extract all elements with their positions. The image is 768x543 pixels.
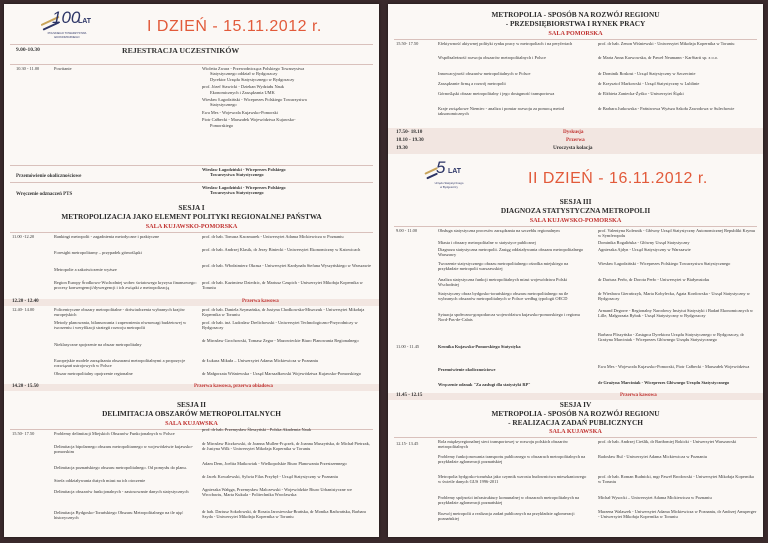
break2-time: 14.20 - 15.50: [12, 384, 39, 389]
s1-topic: Europejskie modele zarządzania obszarami metropolitalnymi a propozycje rozwiązań ustrojowych w Polsce: [54, 358, 186, 369]
s1-topic: Region Europy Środkowo-Wschodniej wobec światowego kryzysu finansowego: procesy konwergencji/dywergencji i ich związki z metropolizacją: [54, 280, 197, 291]
s1-topic: Foresight metropolitarny – przypadek górnośląski: [54, 250, 142, 255]
s4-who: Radosław Bul - Uniwersytet Adama Mickiewicza w Poznaniu: [598, 454, 707, 459]
opening-person: Pomorskiego: [210, 122, 234, 128]
logo-line2: w Bydgoszczy: [440, 185, 458, 189]
s1-topic: Metropolie a zakotwiczenie wyższe: [54, 267, 117, 272]
cont-topic: Innowacyjność obszarów metropolitalnych w Polsce: [438, 71, 531, 76]
opening-person: Wioletta Zwara - Przewodnicząca Polskiego Towarzystwa: [202, 66, 305, 71]
s1-topic: Rankingi metropolii - zagadnienia metodyczne i praktyczne: [54, 234, 160, 239]
s3-who: Wiesław Łagodziński - Wiceprezes Polskiego Towarzystwa Statystycznego: [598, 261, 731, 266]
session1-title: METROPOLIZACJA JAKO ELEMENT POLITYKI REGIONALNEJ PAŃSTWA: [61, 212, 322, 221]
opening-label: Powitanie: [54, 66, 72, 71]
honor-label: Przemówienie okolicznościowe: [16, 174, 82, 179]
break3-label: Przerwa kawowa: [620, 393, 657, 398]
after-label: Dyskusja: [563, 129, 584, 135]
logo-line1: Urzędu Statystycznego: [434, 181, 464, 185]
s3-topic: Analiza statystyczna funkcji metropolitalnych miast województwa Polski Wschodniej: [438, 277, 568, 288]
opening-person: Statystycznego: [210, 102, 237, 108]
s4-who: prof. dr hab. Roman Rudnicki, mgr Paweł Brodowski - Uniwersytet Mikołaja Kopernika w Toruniu: [598, 474, 754, 485]
session4-room: SALA KUJAWSKA: [549, 428, 602, 435]
honor-who: Wiesław Łagodziński - Wiceprezes Polskiego: [202, 185, 286, 190]
break3-time: 11.45 - 12.15: [396, 393, 423, 398]
cont-topic: Współzależność rozwoju obszarów metropolitalnych i Polsce: [438, 55, 546, 60]
break1-time: 12.20 - 12.40: [12, 299, 39, 304]
after-time: 17.50- 18.10: [396, 129, 423, 135]
logo-word: LAT: [448, 168, 462, 175]
session3-time: 9.00 - 11.00: [396, 228, 418, 233]
session4-title: METROPOLIA - SPOSÓB NA ROZWÓJ REGIONU: [491, 409, 660, 418]
cont-topic: Górnośląski obszar metropolitalny i jego dostępność transportowa: [438, 91, 555, 96]
s3-who: Ewa Mes - Wojewoda Kujawsko-Pomorski, Piotr Całbecki - Marszałek Województwa: [598, 364, 750, 369]
opening-person: Ekonomicznych i Zarządzania UMK: [210, 89, 275, 95]
s3-who: dr Dariusz Perło, dr Dorota Perło - Uniwersytet w Białymstoku: [598, 277, 710, 282]
opening-person: Ewa Mes - Wojewoda Kujawsko-Pomorski: [202, 109, 278, 115]
s1-who: dr Łukasz Mikuła – Uniwersytet Adama Mickiewicza w Poznaniu: [202, 358, 319, 363]
opening-person: Piotr Całbecki - Marszałek Województwa Kujawsko-: [202, 117, 296, 123]
s2-who: Agnieszka Wałęga, Przemysław Malczewski - Wojewódzkie Biuro Urbanistyczne we Wrocławiu, Marta Kukula - Politechnika Wrocławska: [202, 487, 352, 498]
s2-topic: Delimitacja poznańskiego obszaru metropolitalnego. Od pomysłu do planu.: [54, 465, 187, 470]
s2-who: dr Mirosław Biczkowski, dr Joanna Mullen-Frączek, dr Joanna Muszyńska, dr Michał Pietrzak, dr Justyna Wilk - Uniwersytet Mikołaja Kopernika w Toruniu: [202, 441, 370, 452]
day1-title: I DZIEŃ - 15.11.2012 r.: [147, 18, 322, 35]
s2-topic: Strefa oddziaływania dużych miast na ich otoczenie: [54, 478, 146, 483]
s3-who: Agnieszka Ajdyn - Urząd Statystyczny w Warszawie: [598, 247, 691, 252]
session2-time: 15.50- 17.50: [12, 431, 35, 436]
break2-label: Przerwa kawowa, przerwa obiadowa: [194, 384, 273, 389]
cont-topic: Zarządzanie firmą a rozwój metropolii: [438, 81, 506, 86]
session2-title: DELIMITACJA OBSZARÓW METROPOLITALNYCH: [102, 409, 281, 418]
logo-line2: EKONOMICZNEGO: [54, 35, 80, 39]
s2-who: dr Jacek Kowalewski, Sylwia Filas Przybył - Urząd Statystyczny w Poznaniu: [202, 474, 338, 479]
s1-who: prof. dr hab. inż. Ludosław Drelichowski - Uniwersytet Technologiczno-Przyrodniczy w Bydgoszczy: [202, 320, 358, 331]
s1-who: prof. dr hab. Andrzej Klasik, dr Jerzy Biniecki - Uniwersytet Ekonomiczny w Katowicach: [202, 247, 361, 252]
s1-topic: Nieklasyczne spojrzenie na obszar metropolitalny: [54, 342, 142, 347]
s3-who: Barbara Pliszyńska - Zastępca Dyrektora Urzędu Statystycznego w Bydgoszczy, dr Grażyna Marciniak - Wiceprezes Głównego Urzędu Statystycznego: [598, 332, 745, 343]
s4-topic: Problemy funkcjonowania transportu publicznego w obszarach metropolitalnych na przykładzie aglomeracji poznańskiej: [438, 454, 586, 465]
right-page: [388, 4, 763, 537]
s2-who: dr hab. Dariusz Sokołowski, dr Roszta Jarosiewska-Brańska, dr Monika Radwańska, Barbara Szyda - Uniwersytet Mikołaja Kopernika w Toruniu: [202, 509, 366, 520]
s4-who: Marzena Walaszek - Uniwersytet Adama Mickiewicza w Poznaniu, dr Andrzej Amsperger - Uniwersytet Mikołaja Kopernika w Toruniu: [598, 509, 757, 520]
session1-time: 11.00 -12.20: [12, 234, 35, 239]
s2-topic: Delimitacja obszarów funkcjonalnych - zastosowanie danych statystycznych: [54, 489, 189, 494]
session2-number: SESJA II: [176, 400, 206, 409]
s4-who: prof. dr hab. Andrzej Cieślik, dr Bartłomiej Rokicki - Uniwersytet Warszawski: [598, 439, 737, 444]
s3-topic: Sytuacja społeczno-gospodarcza województwa kujawsko-pomorskiego i regionu Nord-Pas-de-Calais: [438, 312, 580, 323]
honor-who: Wiesław Łagodziński - Wiceprezes Polskiego: [202, 167, 286, 172]
opening-person: Dyrektor Urzędu Statystycznego w Bydgoszczy: [210, 76, 295, 82]
session3-room: SALA KUJAWSKO-POMORSKA: [529, 217, 622, 224]
session3-title: DIAGNOZA STATYSTYCZNA METROPOLII: [500, 206, 651, 215]
left-page: [4, 4, 379, 537]
day2-title: II DZIEŃ - 16.11.2012 r.: [528, 170, 708, 187]
after-label: Przerwa: [566, 137, 585, 143]
logo-number: 100: [52, 8, 81, 27]
s2-who: Adam Dem, Joeltta Matkowiak - Wielkopolskie Biuro Planowania Przestrzennego: [202, 461, 347, 466]
s3-who: Dominika Rogalińska - Główny Urząd Statystyczny: [598, 240, 690, 245]
s1-who: prof. dr hab. Tomasz Kaczmarek - Uniwersytet Adama Mickiewicza w Poznaniu: [202, 234, 344, 239]
honor-label: Wręczenie odznaczeń PTS: [16, 192, 73, 197]
cont-title1: METROPOLIA - SPOSÓB NA ROZWÓJ REGIONU: [491, 10, 660, 19]
cont-who: dr Marta Anna Karwowska, dr Paweł Neumann - KarStarti sp. z o.o.: [598, 55, 719, 60]
s4-topic: Metropolia bydgosko-toruńska jako czynnik wzrostu budownictwa mieszkaniowego w świetle danych GUS 1996-2011: [438, 474, 587, 485]
session4-title3: - REALIZACJA ZADAŃ PUBLICZNYCH: [508, 418, 643, 427]
s2-topic: Delimitacja Bydgosko-Toruńskiego Obszaru Metropolitalnego na tle ujęć historycznych: [54, 510, 184, 521]
session3-time2: 11.00 - 11.45: [396, 344, 420, 349]
after-time: 18.10 - 19.30: [396, 137, 424, 143]
session2-room: SALA KUJAWSKA: [165, 420, 218, 427]
logo-number: 5: [436, 158, 446, 177]
s2-topic: Problemy delimitacji Miejskich Obszarów Funkcjonalnych w Polsce: [54, 431, 175, 436]
s3-who: dr Wiesława Gierańczyk, Marta Kobylecka, Agata Kordowska - Urząd Statystyczny w Bydgoszczy: [598, 291, 750, 302]
s1-topic: Obszar metropolitalny opojrzenie regionalne: [54, 371, 133, 376]
session1-time2: 12.40- 14.00: [12, 307, 35, 312]
session4-time: 12.15- 13.45: [396, 441, 419, 446]
s3-topic: Statystyczny obraz bydgosko-toruńskiego obszaru metropolitalnego na tle wybranych obszarów metropolitalnych w Polsce według typologii OECD: [438, 291, 569, 302]
s1-topic: Policentryczne obszary metropolitalne - doświadczenia wybranych krajów europejskich: [54, 307, 185, 318]
opening-people: [202, 66, 372, 128]
cont-who: prof. dr hab. Zenon Wiśniewski - Uniwersytet Mikołaja Kopernika w Toruniu: [598, 41, 735, 46]
s3-who: Armand Degorre - Regionalny Narodowy Instytut Statystyki i Badań Ekonomicznych w Lille, Małgorzata Rybak - Urząd Statystyczny w Bydgoszczy: [598, 308, 754, 319]
us-5-logo: [424, 160, 474, 194]
opening-person: prof. Józef Stawicki - Dziekan Wydziału Nauk: [202, 84, 284, 90]
s3-topic: Obsługa statystyczna procesów zarządzania na szczeblu regionalnym: [438, 228, 560, 233]
cont-title2: - PRZEDSIĘBIORSTWA I RYNEK PRACY: [505, 19, 646, 28]
s1-who: prof. dr hab. Włodzimierz Okrasa - Uniwersytet Kardynała Stefana Wyszyńskiego w Warszawie: [202, 263, 371, 268]
s2-who: prof. dr hab. Przemysław Śleszyński - Polska Akademia Nauk: [202, 427, 312, 432]
session1-number: SESJA I: [178, 203, 205, 212]
s4-topic: Rozwój metropolii a realizacja zadań publicznych na przykładzie aglomeracji poznańskiej: [438, 511, 575, 522]
cont-who: dr Elżbieta Zaniecka-Żyśko - Uniwersytet Śląski: [598, 91, 684, 96]
s1-who: prof. dr hab. Daniela Szymańska, dr Justyna Chodkowska-Miszczuk - Uniwersytet Mikołaja Kopernika w Toruniu: [202, 307, 365, 318]
pts-100-logo: [38, 10, 96, 44]
after-label: Uroczysta kolacja: [553, 145, 593, 151]
session3-number: SESJA III: [559, 197, 592, 206]
cont-who: dr Krzysztof Markowski - Urząd Statystyczny w Lublinie: [598, 81, 700, 86]
s2-topic: Delimitacja bipolarnego obszaru metropolitarnego w województwie kujawsko-pomorskim: [54, 444, 193, 455]
honor-who: Towarzystwa Statystycznego: [210, 190, 264, 195]
s1-who: prof. dr hab. Kazimierz Dziedzic, dr Mariusz Czupich - Uniwersytet Mikołaja Kopernika w Toruniu: [202, 280, 363, 291]
s3-topic: Kronika Kujawsko-Pomorskiego Statystyka: [438, 344, 521, 349]
s3-topic: Diagnoza statystyczna metropolii. Zasięg oddziaływania obszaru metropolitalnego Warszawy: [438, 247, 584, 258]
s3-topic: Miasta i obszary metropolitalne w statystyce publicznej: [438, 240, 536, 245]
opening-person: Wiesław Łagodziński - Wiceprezes Polskiego Towarzystwa: [202, 97, 307, 103]
s3-topic: Wręczenie odznak "Za zasługi dla statystyki RP": [438, 382, 531, 387]
registration-time: 9.00-10.30: [16, 47, 40, 53]
cont-room: SALA POMORSKA: [548, 30, 603, 37]
opening-person: Statystycznego oddział w Bydgoszczy: [210, 71, 278, 77]
session1-room: SALA KUJAWSKO-POMORSKA: [145, 223, 238, 230]
cont-topic: Efektywność aktywnej polityki rynku pracy w metropoliach i na peryferiach: [438, 41, 573, 46]
break1-label: Przerwa kawowa: [242, 299, 279, 304]
s1-topic: Metody planowania, bilansowania i zapewnienia równowagi budżetowej w tworzeniu i weryfikacji strategii rozwoju metropolii: [54, 320, 187, 331]
after-time: 19.30: [396, 145, 408, 151]
honor-who: Towarzystwa Statystycznego: [210, 172, 264, 177]
s1-who: dr Małgorzata Wiśniewska - Urząd Marszałkowski Województwa Kujawsko-Pomorskiego: [202, 371, 361, 376]
cont-time: 15.50- 17.50: [396, 41, 419, 46]
cont-topic: Kraje związkowe Niemiec - analiza i pomiar rozwoju za pomocą metod taksonomicznych: [438, 106, 565, 117]
session4-number: SESJA IV: [559, 400, 592, 409]
cont-who: dr Barbara Jurkowska - Państwowa Wyższa Szkoła Zawodowa w Sulechowie: [598, 106, 735, 111]
s3-topic: Przemówienie okolicznościowe: [438, 367, 496, 372]
opening-time: 10.30 - 11.00: [16, 66, 40, 71]
s3-who: dr Grażyna Marciniak - Wiceprezes Głównego Urzędu Statystycznego: [598, 380, 730, 385]
logo-word: LAT: [78, 18, 92, 25]
registration-title: REJESTRACJA UCZESTNIKÓW: [122, 46, 240, 55]
s1-who: dr Mirosław Grochowski, Tomasz Zegar - Mazowieckie Biuro Planowania Regionalnego: [202, 338, 359, 343]
s3-topic: Tworzenie statystycznego obrazu metropolitalnego ośrodka miejskiego na przykładzie metropolii warszawskiej: [438, 261, 569, 272]
s4-topic: Problemy spójności infrastruktury komunalnej w obszarach metropolitalnych na przykładzie aglomeracji poznańskiej: [438, 495, 580, 506]
logo-line1: POLSKIEGO TOWARZYSTWA: [47, 31, 87, 35]
s4-who: Michał Wysocki – Uniwersytet Adama Mickiewicza w Poznaniu: [598, 495, 712, 500]
cont-who: dr Dominik Roskrut - Urząd Statystyczny w Szczecinie: [598, 71, 696, 76]
s3-who: prof. Valentyna Kolesnik - Główny Urząd Statystyczny Autonomicznej Republiki Krymu w Symferopolu: [598, 228, 755, 239]
s4-topic: Rola międzyregionalnej sieci transportowej w rozwoju polskich obszarów metropolitalnych: [438, 439, 569, 450]
